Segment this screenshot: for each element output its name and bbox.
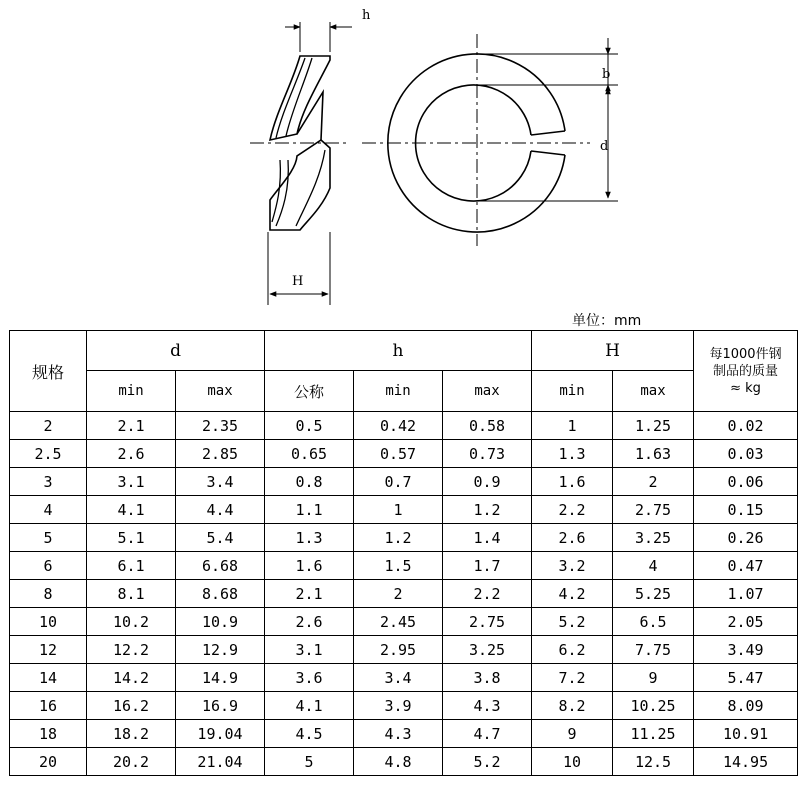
table-cell: 2.75 — [613, 496, 694, 524]
table-cell: 3.4 — [176, 468, 265, 496]
table-cell: 1.4 — [443, 524, 532, 552]
table-cell: 10.91 — [694, 720, 798, 748]
table-cell: 3.1 — [265, 636, 354, 664]
header-d-min: min — [87, 371, 176, 412]
header-h: h — [265, 331, 532, 371]
table-cell: 21.04 — [176, 748, 265, 776]
table-cell: 0.26 — [694, 524, 798, 552]
table-cell: 7.2 — [532, 664, 613, 692]
table-cell: 12 — [10, 636, 87, 664]
table-cell: 1.7 — [443, 552, 532, 580]
table-cell: 2.2 — [443, 580, 532, 608]
table-cell: 4.1 — [265, 692, 354, 720]
table-cell: 6 — [10, 552, 87, 580]
dim-label-H: H — [292, 274, 304, 289]
table-cell: 12.2 — [87, 636, 176, 664]
table-cell: 2.2 — [532, 496, 613, 524]
table-cell: 14.95 — [694, 748, 798, 776]
table-cell: 10 — [532, 748, 613, 776]
table-cell: 12.5 — [613, 748, 694, 776]
table-row — [10, 440, 798, 468]
table-cell: 14 — [10, 664, 87, 692]
table-cell: 8.2 — [532, 692, 613, 720]
table-cell: 4.1 — [87, 496, 176, 524]
table-cell: 2 — [354, 580, 443, 608]
table-cell: 2 — [613, 468, 694, 496]
table-cell: 2.05 — [694, 608, 798, 636]
table-cell: 3.25 — [443, 636, 532, 664]
table-cell: 20.2 — [87, 748, 176, 776]
table-cell: 3.1 — [87, 468, 176, 496]
table-cell: 0.5 — [265, 412, 354, 440]
header-H-max: max — [613, 371, 694, 412]
table-cell: 5.2 — [443, 748, 532, 776]
table-cell: 3.6 — [265, 664, 354, 692]
table-cell: 16.2 — [87, 692, 176, 720]
table-cell: 1.6 — [532, 468, 613, 496]
table-cell: 4.8 — [354, 748, 443, 776]
table-cell: 4.2 — [532, 580, 613, 608]
table-cell: 4.5 — [265, 720, 354, 748]
table-cell: 3.9 — [354, 692, 443, 720]
table-cell: 10.2 — [87, 608, 176, 636]
table-cell: 1.2 — [354, 524, 443, 552]
dim-label-h: h — [362, 8, 371, 23]
table-cell: 5.47 — [694, 664, 798, 692]
table-row — [10, 748, 798, 776]
table-cell: 2 — [10, 412, 87, 440]
header-mass — [694, 331, 798, 412]
table-cell: 19.04 — [176, 720, 265, 748]
table-cell: 6.2 — [532, 636, 613, 664]
header-mass-line3: ≈ kg — [730, 380, 761, 396]
table-cell: 1.2 — [443, 496, 532, 524]
unit-label: 单位：mm — [572, 313, 642, 329]
table-cell: 2.85 — [176, 440, 265, 468]
table-cell: 14.9 — [176, 664, 265, 692]
table-row — [10, 608, 798, 636]
table-cell: 10 — [10, 608, 87, 636]
table-cell: 0.9 — [443, 468, 532, 496]
table-cell: 14.2 — [87, 664, 176, 692]
table-header — [10, 331, 798, 412]
table-cell: 1 — [532, 412, 613, 440]
header-d-max: max — [176, 371, 265, 412]
table-cell: 1.63 — [613, 440, 694, 468]
table-cell: 1.3 — [532, 440, 613, 468]
table-cell: 1.3 — [265, 524, 354, 552]
header-H-min: min — [532, 371, 613, 412]
table-cell: 1.5 — [354, 552, 443, 580]
table-cell: 4 — [10, 496, 87, 524]
table-cell: 0.03 — [694, 440, 798, 468]
header-d: d — [87, 331, 265, 371]
table-cell: 8.1 — [87, 580, 176, 608]
header-mass-line2: 制品的质量 — [713, 363, 779, 379]
table-row — [10, 720, 798, 748]
table-cell: 2.35 — [176, 412, 265, 440]
table-cell: 0.47 — [694, 552, 798, 580]
table-row — [10, 552, 798, 580]
table-row — [10, 692, 798, 720]
table-cell: 5 — [265, 748, 354, 776]
table-cell: 20 — [10, 748, 87, 776]
table-cell: 2.5 — [10, 440, 87, 468]
washer-side-view — [250, 22, 352, 305]
table-cell: 4.3 — [443, 692, 532, 720]
table-cell: 0.65 — [265, 440, 354, 468]
table-cell: 1.6 — [265, 552, 354, 580]
table-cell: 6.68 — [176, 552, 265, 580]
table-cell: 10.25 — [613, 692, 694, 720]
table-cell: 18.2 — [87, 720, 176, 748]
table-cell: 2.6 — [532, 524, 613, 552]
dim-label-b: b — [602, 67, 611, 82]
table-row — [10, 524, 798, 552]
table-cell: 10.9 — [176, 608, 265, 636]
table-cell: 4 — [613, 552, 694, 580]
spec-table — [9, 330, 798, 776]
header-h-max: max — [443, 371, 532, 412]
table-cell: 3.2 — [532, 552, 613, 580]
table-cell: 0.57 — [354, 440, 443, 468]
table-cell: 2.6 — [265, 608, 354, 636]
table-cell: 2.75 — [443, 608, 532, 636]
table-cell: 2.1 — [87, 412, 176, 440]
table-body — [10, 412, 798, 776]
table-cell: 0.7 — [354, 468, 443, 496]
table-cell: 11.25 — [613, 720, 694, 748]
table-cell: 16 — [10, 692, 87, 720]
table-cell: 0.8 — [265, 468, 354, 496]
table-row — [10, 412, 798, 440]
table-cell: 0.73 — [443, 440, 532, 468]
table-row — [10, 580, 798, 608]
table-cell: 0.58 — [443, 412, 532, 440]
table-cell: 5.4 — [176, 524, 265, 552]
table-cell: 8.09 — [694, 692, 798, 720]
washer-technical-drawing — [0, 0, 800, 330]
table-cell: 5.1 — [87, 524, 176, 552]
table-cell: 4.7 — [443, 720, 532, 748]
table-cell: 16.9 — [176, 692, 265, 720]
header-h-nominal: 公称 — [265, 371, 354, 412]
table-row — [10, 468, 798, 496]
table-cell: 8 — [10, 580, 87, 608]
table-cell: 5 — [10, 524, 87, 552]
table-cell: 2.1 — [265, 580, 354, 608]
table-cell: 6.5 — [613, 608, 694, 636]
header-H: H — [532, 331, 694, 371]
header-h-min: min — [354, 371, 443, 412]
table-cell: 4.4 — [176, 496, 265, 524]
table-cell: 1.1 — [265, 496, 354, 524]
table-cell: 3.25 — [613, 524, 694, 552]
table-cell: 18 — [10, 720, 87, 748]
table-cell: 3.49 — [694, 636, 798, 664]
table-row — [10, 664, 798, 692]
table-cell: 3.8 — [443, 664, 532, 692]
table-cell: 1.25 — [613, 412, 694, 440]
table-cell: 0.15 — [694, 496, 798, 524]
table-cell: 3.4 — [354, 664, 443, 692]
table-cell: 7.75 — [613, 636, 694, 664]
table-cell: 9 — [613, 664, 694, 692]
header-mass-line1: 每1000件钢 — [709, 346, 782, 362]
table-cell: 9 — [532, 720, 613, 748]
table-row — [10, 496, 798, 524]
table-cell: 0.02 — [694, 412, 798, 440]
table-cell: 1.07 — [694, 580, 798, 608]
table-cell: 0.06 — [694, 468, 798, 496]
table-cell: 2.6 — [87, 440, 176, 468]
table-cell: 5.25 — [613, 580, 694, 608]
washer-front-view — [362, 34, 618, 246]
table-cell: 2.95 — [354, 636, 443, 664]
dim-label-d: d — [600, 139, 609, 154]
table-cell: 1 — [354, 496, 443, 524]
table-cell: 4.3 — [354, 720, 443, 748]
header-spec: 规格 — [10, 331, 87, 412]
table-cell: 5.2 — [532, 608, 613, 636]
table-cell: 3 — [10, 468, 87, 496]
table-cell: 8.68 — [176, 580, 265, 608]
table-cell: 12.9 — [176, 636, 265, 664]
table-row — [10, 636, 798, 664]
table-cell: 6.1 — [87, 552, 176, 580]
table-cell: 2.45 — [354, 608, 443, 636]
table-cell: 0.42 — [354, 412, 443, 440]
